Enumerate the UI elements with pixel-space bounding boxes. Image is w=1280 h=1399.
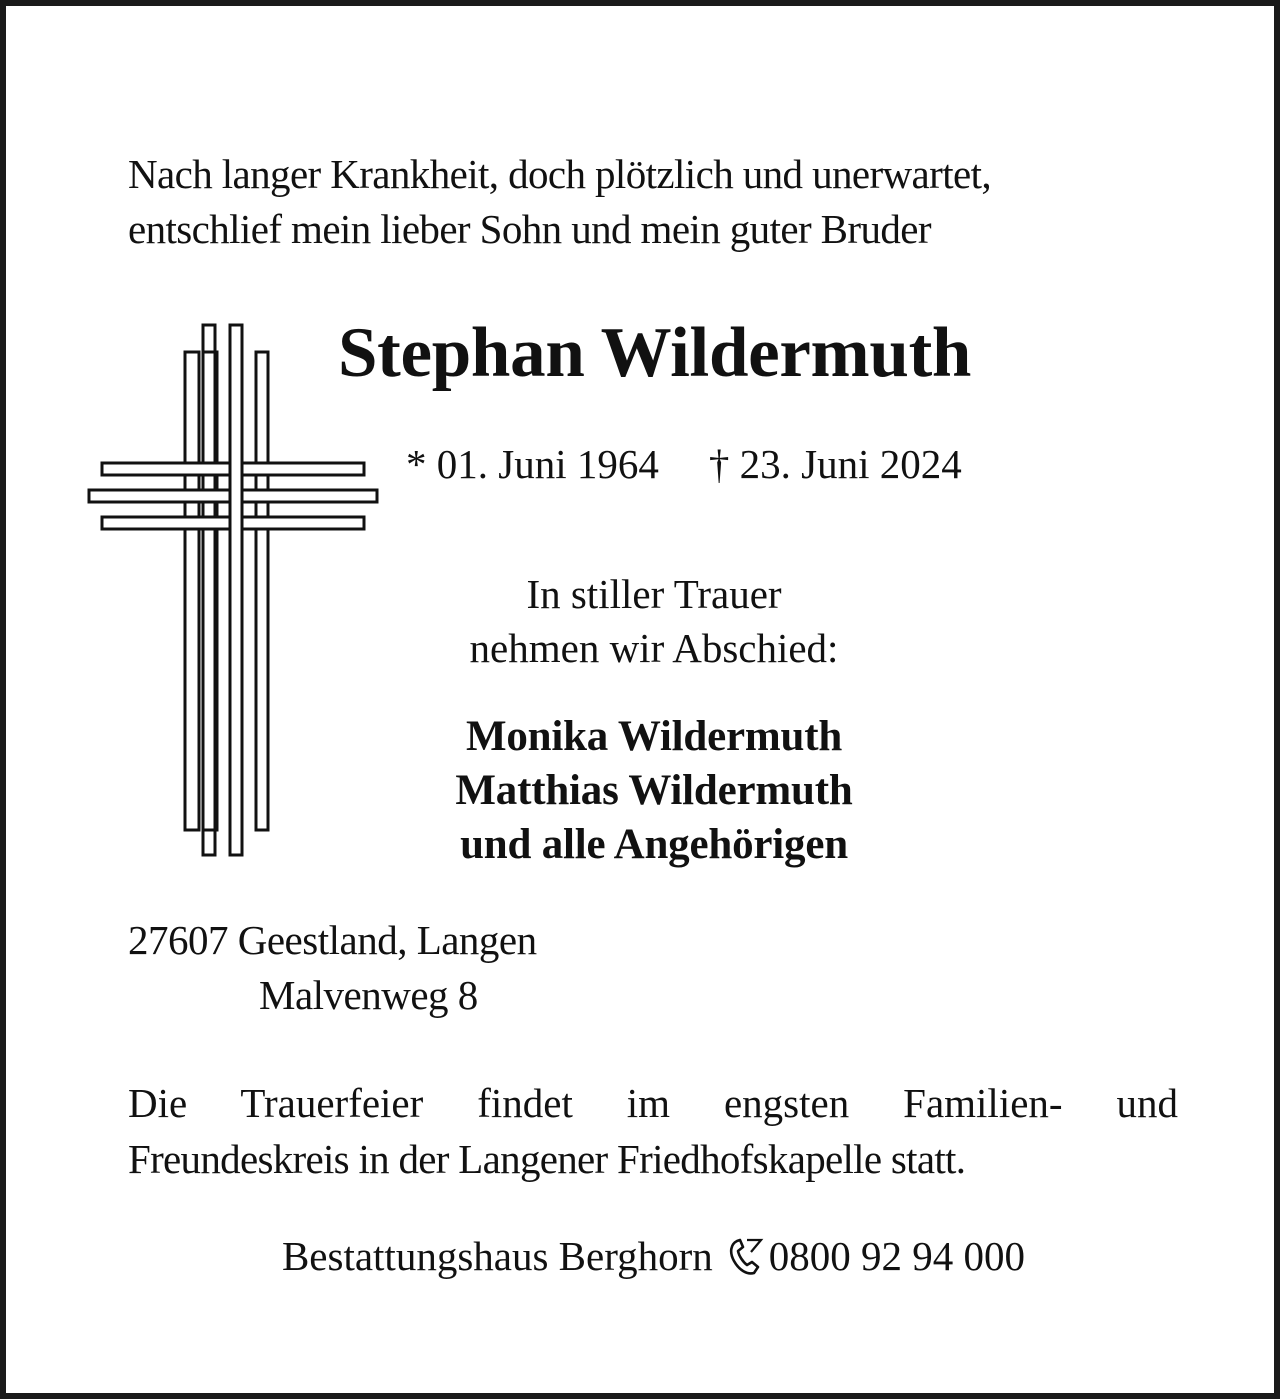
service-line-1: Die Trauerfeier findet im engsten Familien- und	[128, 1080, 1178, 1126]
service-line-2: Freundeskreis in der Langener Friedhofskapelle statt.	[128, 1136, 966, 1182]
intro-line-2: entschlief mein lieber Sohn und mein guter Bruder	[128, 206, 931, 252]
mourning-line-2: nehmen wir Abschied:	[469, 625, 839, 671]
family-member: Matthias Wildermuth	[455, 767, 853, 814]
mourning-line-1: In stiller Trauer	[526, 571, 782, 617]
family-member: Monika Wildermuth	[465, 713, 843, 760]
life-dates	[406, 441, 962, 487]
telephone-icon	[725, 1236, 767, 1276]
deceased-name: Stephan Wildermuth	[338, 314, 972, 392]
death-date: † 23. Juni 2024	[708, 441, 962, 487]
cross-icon	[86, 322, 382, 858]
intro-line-1: Nach langer Krankheit, doch plötzlich und unerwartet,	[128, 151, 992, 197]
birth-date: * 01. Juni 1964	[406, 441, 659, 487]
address-city: 27607 Geestland, Langen	[128, 917, 537, 963]
funeral-home-name: Bestattungshaus Berghorn	[281, 1233, 713, 1279]
address-street: Malvenweg 8	[259, 972, 478, 1018]
family-member: und alle Angehörigen	[460, 821, 848, 868]
funeral-home	[6, 1233, 1280, 1279]
funeral-home-phone: 0800 92 94 000	[768, 1233, 1026, 1279]
